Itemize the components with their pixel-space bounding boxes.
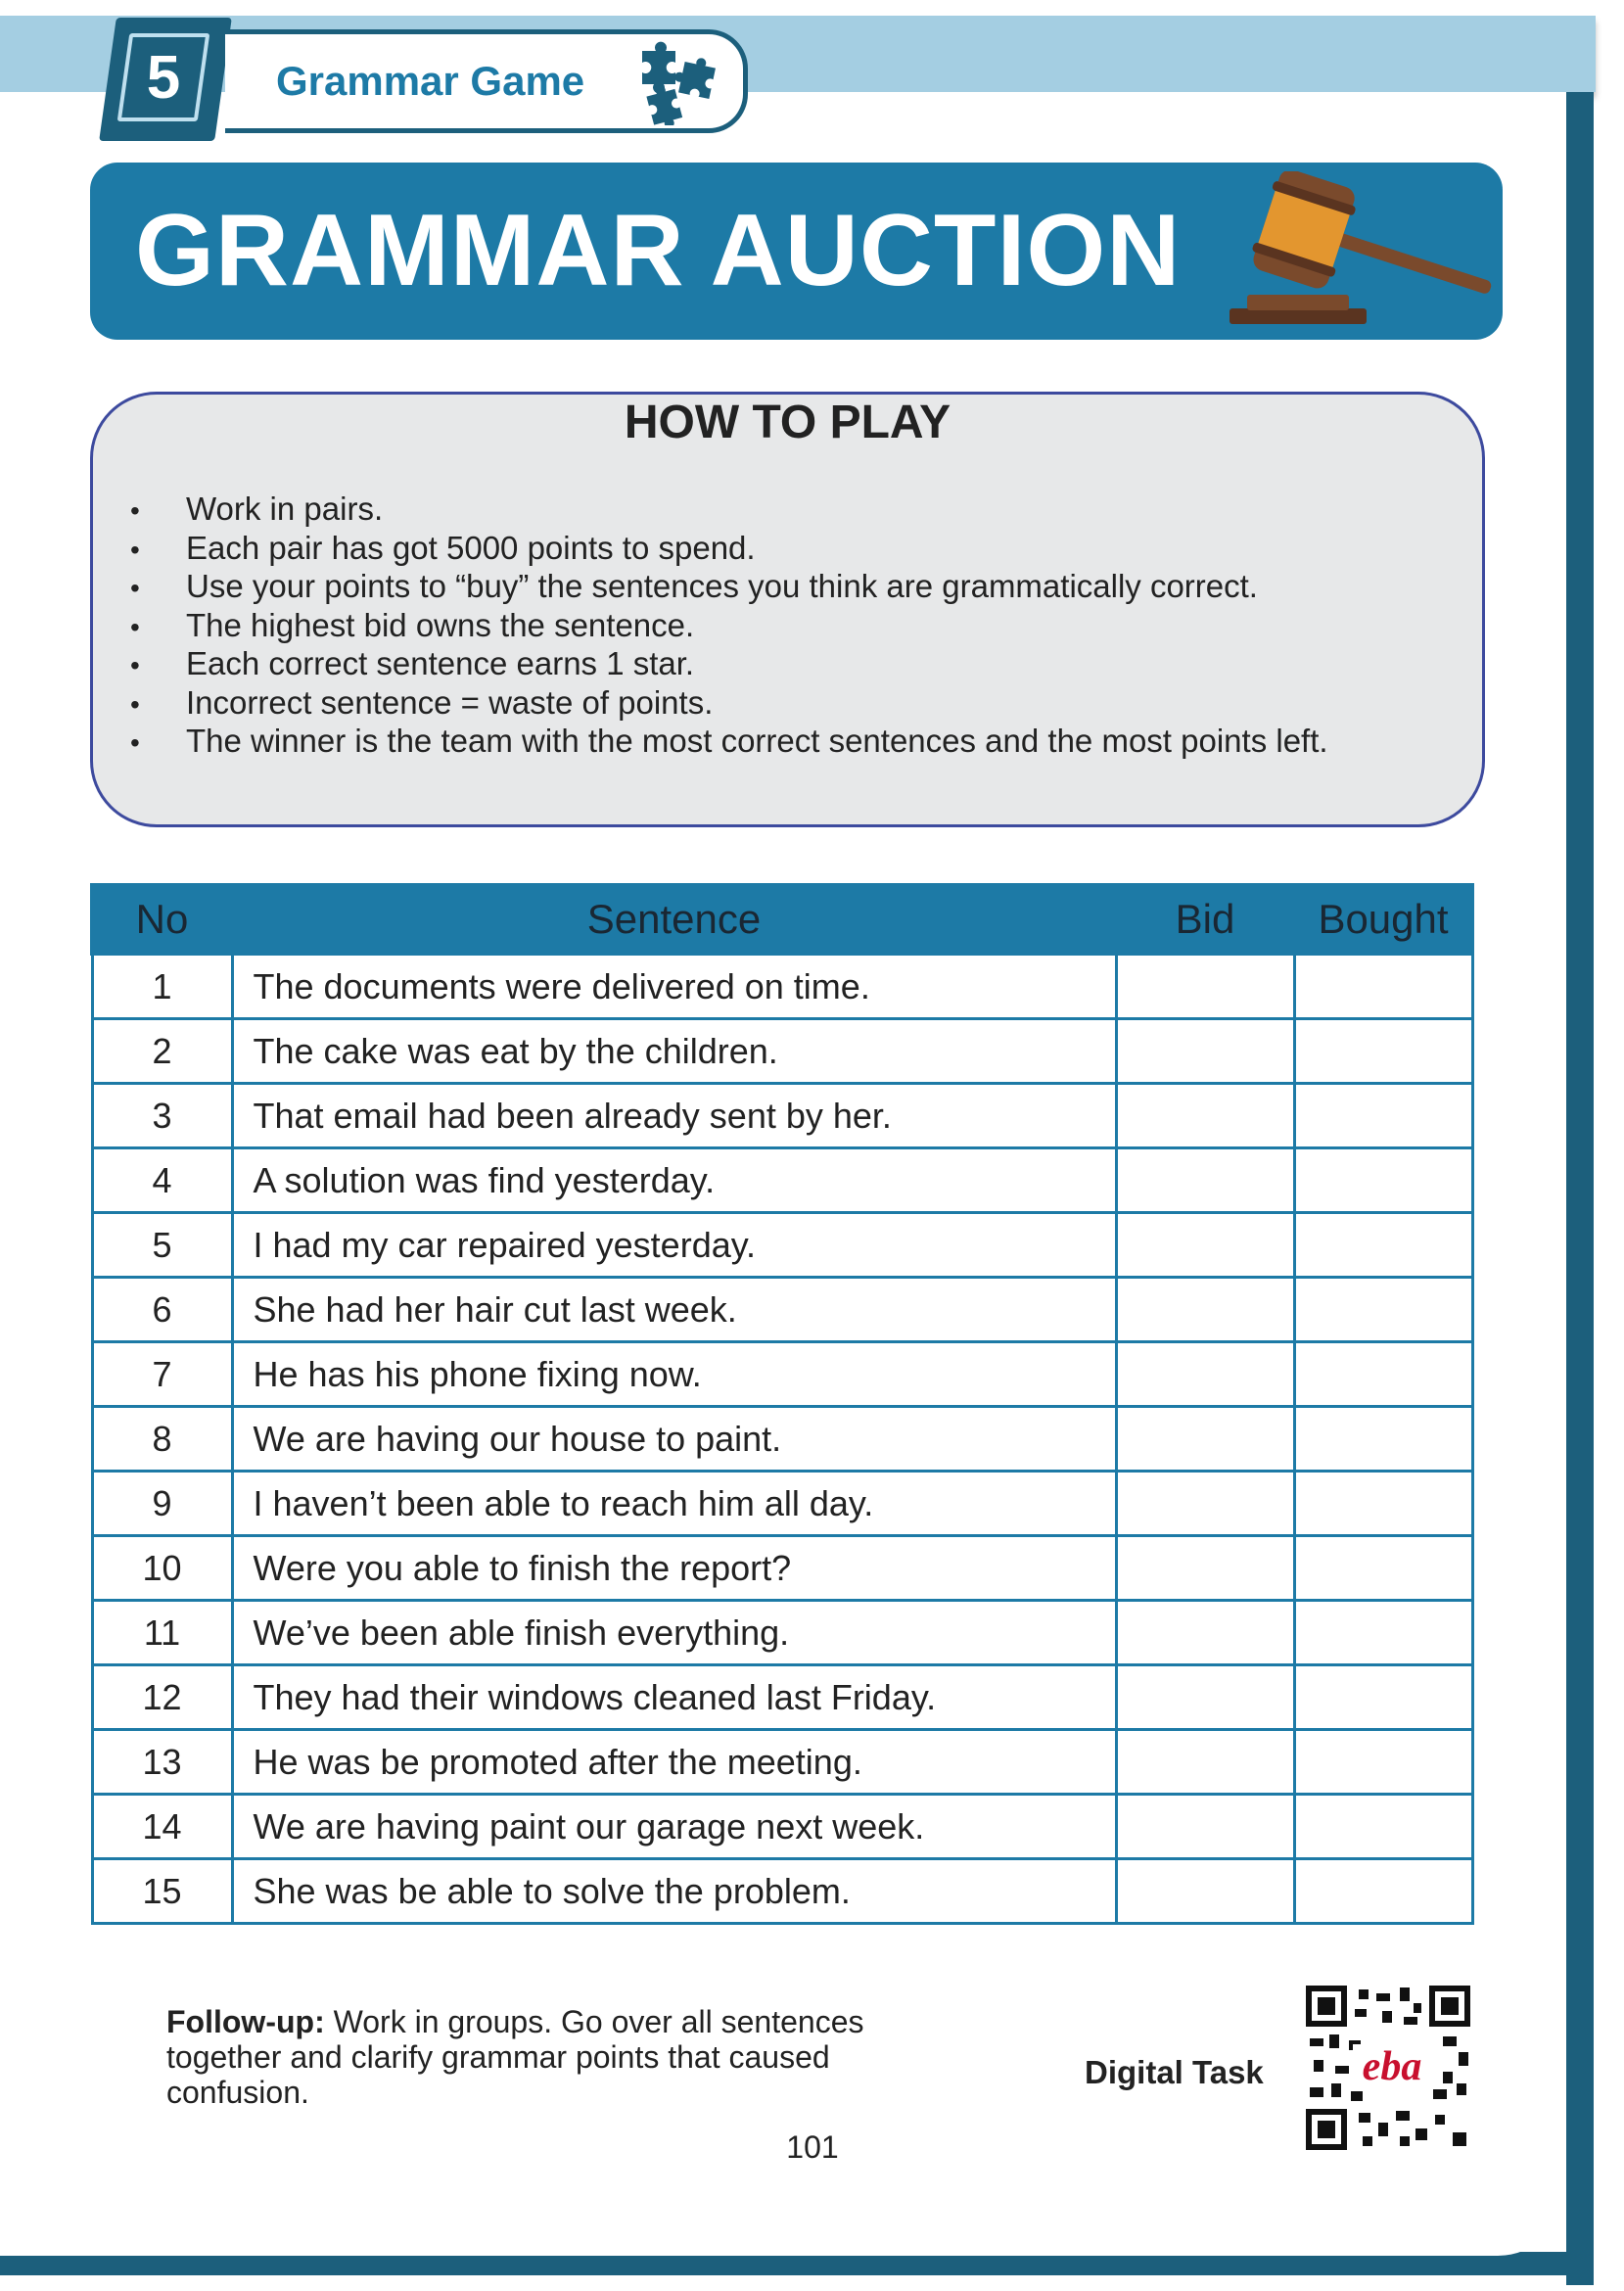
bought-cell[interactable] bbox=[1294, 1859, 1472, 1924]
bid-cell[interactable] bbox=[1116, 1730, 1294, 1795]
rule-item bbox=[130, 529, 1328, 568]
bid-cell[interactable] bbox=[1116, 1536, 1294, 1601]
table-row bbox=[92, 1472, 1472, 1536]
follow-up-text bbox=[166, 2004, 930, 2110]
bid-cell[interactable] bbox=[1116, 1019, 1294, 1084]
bid-cell[interactable] bbox=[1116, 1472, 1294, 1536]
table-row bbox=[92, 1148, 1472, 1213]
bought-cell[interactable] bbox=[1294, 1795, 1472, 1859]
bid-cell[interactable] bbox=[1116, 1342, 1294, 1407]
table-row bbox=[92, 1019, 1472, 1084]
table-row bbox=[92, 1213, 1472, 1278]
table-row bbox=[92, 1601, 1472, 1665]
sentence-cell: She was be able to solve the problem. bbox=[232, 1859, 1116, 1924]
bought-cell[interactable] bbox=[1294, 1084, 1472, 1148]
row-number: 3 bbox=[92, 1084, 232, 1148]
sentence-cell: A solution was find yesterday. bbox=[232, 1148, 1116, 1213]
bought-cell[interactable] bbox=[1294, 1148, 1472, 1213]
section-label: Grammar Game bbox=[276, 58, 585, 104]
row-number: 8 bbox=[92, 1407, 232, 1472]
table-row bbox=[92, 1407, 1472, 1472]
right-page-rail bbox=[1566, 92, 1594, 2285]
bullet: • bbox=[130, 727, 140, 758]
how-to-play-title: HOW TO PLAY bbox=[624, 397, 951, 448]
table-row bbox=[92, 954, 1472, 1019]
header-no: No bbox=[92, 885, 232, 954]
row-number: 13 bbox=[92, 1730, 232, 1795]
bid-cell[interactable] bbox=[1116, 1795, 1294, 1859]
bought-cell[interactable] bbox=[1294, 1213, 1472, 1278]
sentence-cell: The documents were delivered on time. bbox=[232, 954, 1116, 1019]
table-row bbox=[92, 1278, 1472, 1342]
rules-list bbox=[130, 490, 1328, 761]
rule-text: The winner is the team with the most correct sentences and the most points left. bbox=[186, 723, 1328, 759]
sentence-cell: I had my car repaired yesterday. bbox=[232, 1213, 1116, 1278]
bullet: • bbox=[130, 573, 140, 603]
rule-text: The highest bid owns the sentence. bbox=[186, 606, 695, 643]
bought-cell[interactable] bbox=[1294, 1472, 1472, 1536]
sentence-cell: Were you able to finish the report? bbox=[232, 1536, 1116, 1601]
table-row bbox=[92, 1084, 1472, 1148]
digital-task-label: Digital Task bbox=[1085, 2054, 1264, 2090]
rule-text: Incorrect sentence = waste of points. bbox=[186, 683, 714, 721]
bought-cell[interactable] bbox=[1294, 1665, 1472, 1730]
gavel-icon bbox=[1224, 171, 1498, 328]
bid-cell[interactable] bbox=[1116, 1084, 1294, 1148]
follow-up-label: Follow-up: bbox=[166, 2004, 325, 2039]
table-row bbox=[92, 1342, 1472, 1407]
rule-item bbox=[130, 606, 1328, 645]
header-sentence: Sentence bbox=[232, 885, 1116, 954]
row-number: 7 bbox=[92, 1342, 232, 1407]
bullet: • bbox=[130, 650, 140, 680]
bought-cell[interactable] bbox=[1294, 1342, 1472, 1407]
page-number: 101 bbox=[786, 2129, 839, 2165]
bought-cell[interactable] bbox=[1294, 1407, 1472, 1472]
bullet: • bbox=[130, 534, 140, 565]
row-number: 4 bbox=[92, 1148, 232, 1213]
bid-cell[interactable] bbox=[1116, 1859, 1294, 1924]
bid-cell[interactable] bbox=[1116, 1213, 1294, 1278]
sentence-cell: The cake was eat by the children. bbox=[232, 1019, 1116, 1084]
table-row bbox=[92, 1536, 1472, 1601]
auction-table bbox=[90, 883, 1474, 1925]
follow-up-body: Work in groups. Go over all sentences together and clarify grammar points that caused confusion. bbox=[166, 2004, 864, 2110]
row-number: 15 bbox=[92, 1859, 232, 1924]
table-row bbox=[92, 1730, 1472, 1795]
row-number: 5 bbox=[92, 1213, 232, 1278]
row-number: 10 bbox=[92, 1536, 232, 1601]
bought-cell[interactable] bbox=[1294, 1019, 1472, 1084]
rule-text: Use your points to “buy” the sentences you think are grammatically correct. bbox=[186, 568, 1258, 604]
sentence-cell: We are having paint our garage next week. bbox=[232, 1795, 1116, 1859]
rule-item bbox=[130, 567, 1328, 606]
bid-cell[interactable] bbox=[1116, 1278, 1294, 1342]
qr-code-icon[interactable] bbox=[1306, 1986, 1470, 2150]
rule-text: Each correct sentence earns 1 star. bbox=[186, 645, 695, 681]
header-bid: Bid bbox=[1116, 885, 1294, 954]
row-number: 6 bbox=[92, 1278, 232, 1342]
sentence-cell: That email had been already sent by her. bbox=[232, 1084, 1116, 1148]
table-row bbox=[92, 1859, 1472, 1924]
sentence-cell: They had their windows cleaned last Friday. bbox=[232, 1665, 1116, 1730]
rule-text: Work in pairs. bbox=[186, 491, 384, 527]
row-number: 2 bbox=[92, 1019, 232, 1084]
rule-item bbox=[130, 722, 1328, 761]
row-number: 12 bbox=[92, 1665, 232, 1730]
bid-cell[interactable] bbox=[1116, 1665, 1294, 1730]
row-number: 14 bbox=[92, 1795, 232, 1859]
sentence-cell: He was be promoted after the meeting. bbox=[232, 1730, 1116, 1795]
puzzle-pieces-icon bbox=[636, 41, 719, 125]
unit-number: 5 bbox=[146, 43, 181, 112]
rule-item bbox=[130, 644, 1328, 683]
rule-item bbox=[130, 683, 1328, 723]
qr-logo-text: eba bbox=[1362, 2044, 1422, 2089]
bullet: • bbox=[130, 611, 140, 642]
table-row bbox=[92, 1795, 1472, 1859]
page-title: GRAMMAR AUCTION bbox=[135, 194, 1182, 307]
row-number: 9 bbox=[92, 1472, 232, 1536]
bid-cell[interactable] bbox=[1116, 1148, 1294, 1213]
rule-text: Each pair has got 5000 points to spend. bbox=[186, 529, 756, 566]
rule-item bbox=[130, 490, 1328, 529]
header-bought: Bought bbox=[1294, 885, 1472, 954]
sentence-cell: I haven’t been able to reach him all day. bbox=[232, 1472, 1116, 1536]
bid-cell[interactable] bbox=[1116, 1601, 1294, 1665]
bid-cell[interactable] bbox=[1116, 954, 1294, 1019]
bought-cell[interactable] bbox=[1294, 1730, 1472, 1795]
sentence-cell: We are having our house to paint. bbox=[232, 1407, 1116, 1472]
row-number: 11 bbox=[92, 1601, 232, 1665]
sentence-cell: He has his phone fixing now. bbox=[232, 1342, 1116, 1407]
table-row bbox=[92, 1665, 1472, 1730]
table-header-row bbox=[92, 885, 1472, 954]
bought-cell[interactable] bbox=[1294, 1278, 1472, 1342]
bullet: • bbox=[130, 688, 140, 720]
bought-cell[interactable] bbox=[1294, 1536, 1472, 1601]
bought-cell[interactable] bbox=[1294, 1601, 1472, 1665]
bought-cell[interactable] bbox=[1294, 954, 1472, 1019]
sentence-cell: She had her hair cut last week. bbox=[232, 1278, 1116, 1342]
bullet: • bbox=[130, 495, 140, 526]
bid-cell[interactable] bbox=[1116, 1407, 1294, 1472]
sentence-cell: We’ve been able finish everything. bbox=[232, 1601, 1116, 1665]
row-number: 1 bbox=[92, 954, 232, 1019]
